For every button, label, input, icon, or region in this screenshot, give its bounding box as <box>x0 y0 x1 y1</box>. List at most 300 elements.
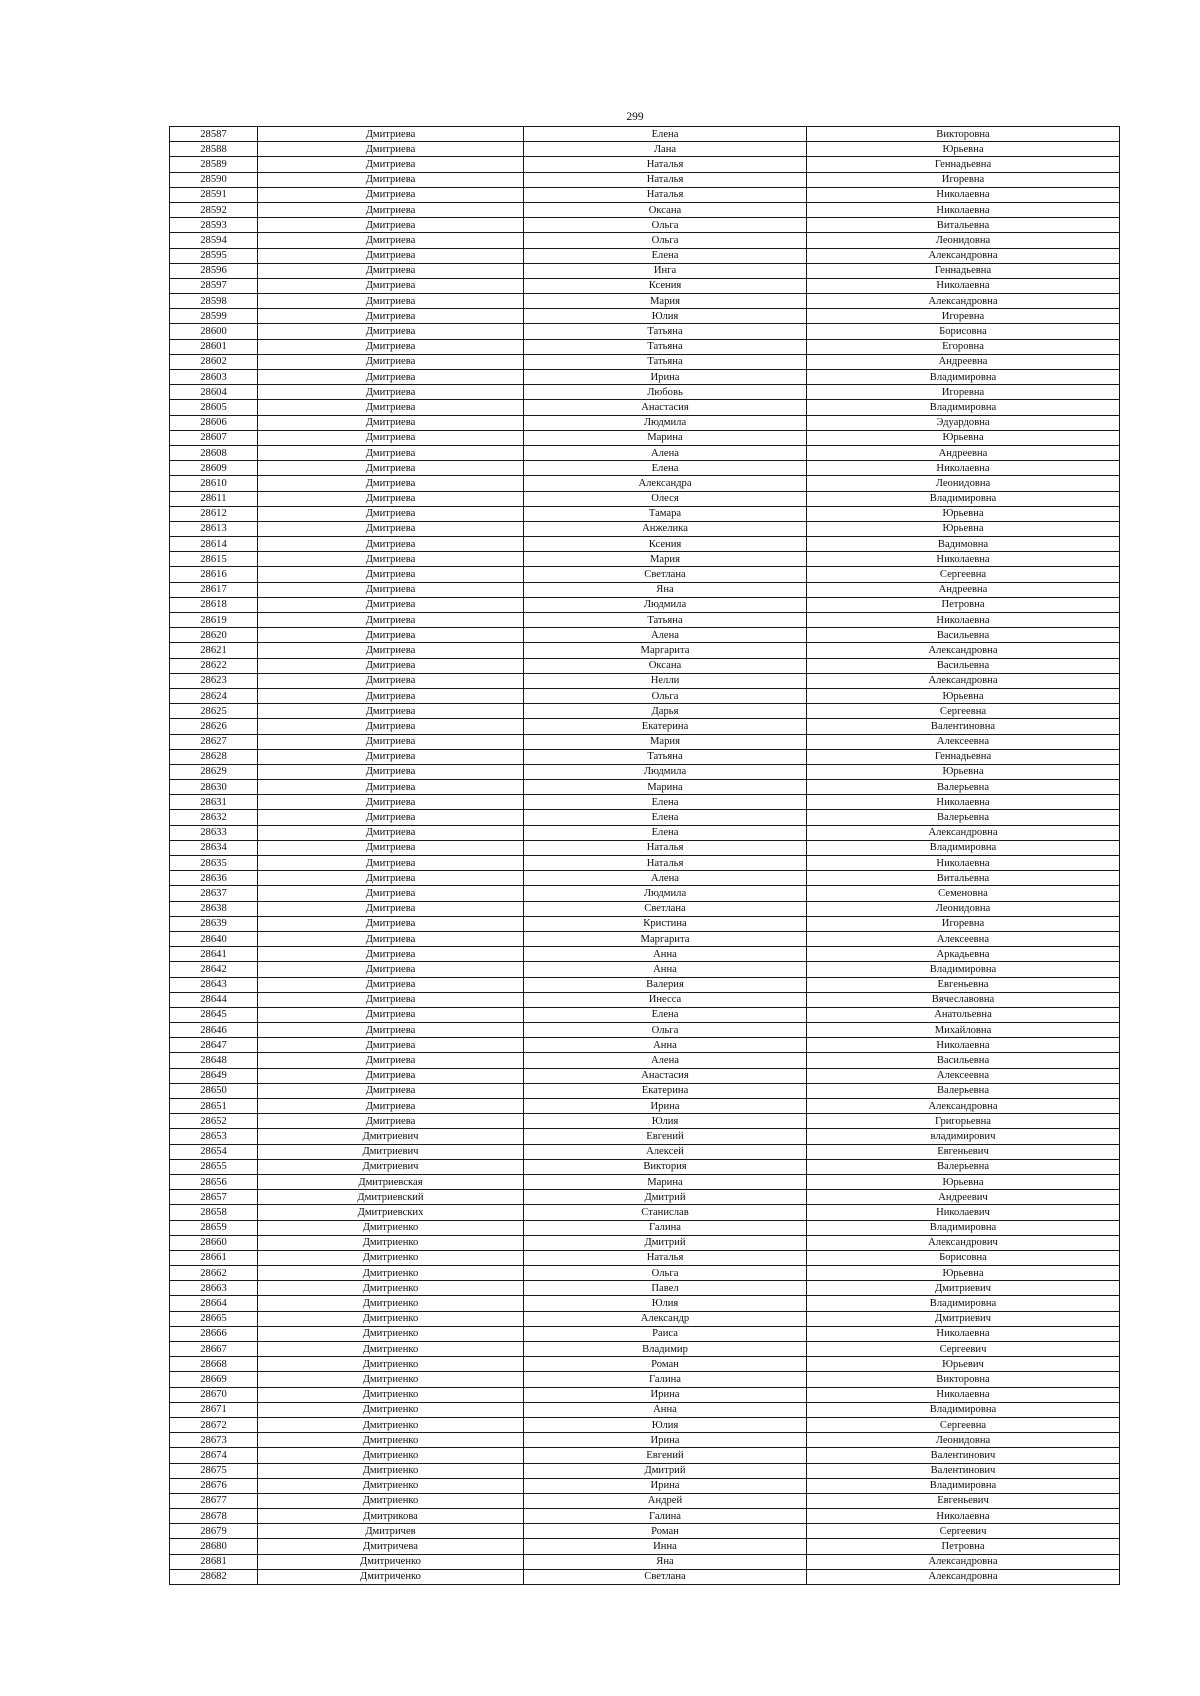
table-row <box>170 734 1120 749</box>
patronymic-cell: Игоревна <box>807 309 1120 324</box>
record-number-cell: 28626 <box>170 719 258 734</box>
table-row <box>170 1311 1120 1326</box>
first-name-cell: Тамара <box>524 506 807 521</box>
last-name-cell: Дмитриева <box>258 521 524 536</box>
patronymic-cell: Валентинович <box>807 1463 1120 1478</box>
patronymic-cell: Александровна <box>807 1554 1120 1569</box>
record-number-cell: 28631 <box>170 795 258 810</box>
table-row <box>170 840 1120 855</box>
record-number-cell: 28676 <box>170 1478 258 1493</box>
patronymic-cell: Николаевич <box>807 1205 1120 1220</box>
table-row <box>170 552 1120 567</box>
table-row <box>170 749 1120 764</box>
last-name-cell: Дмитриева <box>258 1007 524 1022</box>
last-name-cell: Дмитриенко <box>258 1250 524 1265</box>
last-name-cell: Дмитриенко <box>258 1326 524 1341</box>
last-name-cell: Дмитриенко <box>258 1235 524 1250</box>
table-row <box>170 1539 1120 1554</box>
last-name-cell: Дмитриева <box>258 901 524 916</box>
last-name-cell: Дмитриченко <box>258 1569 524 1584</box>
first-name-cell: Марина <box>524 780 807 795</box>
first-name-cell: Татьяна <box>524 749 807 764</box>
table-row <box>170 1083 1120 1098</box>
last-name-cell: Дмитриевич <box>258 1144 524 1159</box>
last-name-cell: Дмитриенко <box>258 1342 524 1357</box>
patronymic-cell: Егоровна <box>807 339 1120 354</box>
record-number-cell: 28655 <box>170 1159 258 1174</box>
record-number-cell: 28646 <box>170 1023 258 1038</box>
patronymic-cell: Игоревна <box>807 385 1120 400</box>
table-row <box>170 506 1120 521</box>
first-name-cell: Евгений <box>524 1129 807 1144</box>
last-name-cell: Дмитриева <box>258 947 524 962</box>
record-number-cell: 28636 <box>170 871 258 886</box>
record-number-cell: 28602 <box>170 354 258 369</box>
patronymic-cell: Владимировна <box>807 1402 1120 1417</box>
record-number-cell: 28669 <box>170 1372 258 1387</box>
last-name-cell: Дмитриева <box>258 704 524 719</box>
first-name-cell: Анастасия <box>524 400 807 415</box>
record-number-cell: 28635 <box>170 856 258 871</box>
patronymic-cell: Леонидовна <box>807 1433 1120 1448</box>
first-name-cell: Инга <box>524 263 807 278</box>
patronymic-cell: Евгеньевич <box>807 1144 1120 1159</box>
table-row <box>170 537 1120 552</box>
names-table-body <box>170 127 1120 1585</box>
patronymic-cell: Сергеевна <box>807 1417 1120 1432</box>
table-row <box>170 309 1120 324</box>
first-name-cell: Людмила <box>524 597 807 612</box>
patronymic-cell: Александровна <box>807 248 1120 263</box>
record-number-cell: 28634 <box>170 840 258 855</box>
table-row <box>170 324 1120 339</box>
record-number-cell: 28593 <box>170 218 258 233</box>
patronymic-cell: Николаевна <box>807 552 1120 567</box>
last-name-cell: Дмитриенко <box>258 1296 524 1311</box>
first-name-cell: Марина <box>524 1174 807 1189</box>
record-number-cell: 28672 <box>170 1417 258 1432</box>
patronymic-cell: Юрьевна <box>807 688 1120 703</box>
first-name-cell: Наталья <box>524 840 807 855</box>
table-row <box>170 567 1120 582</box>
last-name-cell: Дмитриева <box>258 552 524 567</box>
first-name-cell: Роман <box>524 1357 807 1372</box>
first-name-cell: Ольга <box>524 1023 807 1038</box>
first-name-cell: Светлана <box>524 567 807 582</box>
record-number-cell: 28653 <box>170 1129 258 1144</box>
first-name-cell: Татьяна <box>524 613 807 628</box>
first-name-cell: Оксана <box>524 658 807 673</box>
last-name-cell: Дмитриченко <box>258 1554 524 1569</box>
last-name-cell: Дмитриева <box>258 810 524 825</box>
first-name-cell: Наталья <box>524 172 807 187</box>
last-name-cell: Дмитриева <box>258 916 524 931</box>
last-name-cell: Дмитриева <box>258 795 524 810</box>
patronymic-cell: Валерьевна <box>807 780 1120 795</box>
last-name-cell: Дмитриева <box>258 780 524 795</box>
patronymic-cell: Николаевна <box>807 187 1120 202</box>
record-number-cell: 28664 <box>170 1296 258 1311</box>
table-row <box>170 688 1120 703</box>
record-number-cell: 28671 <box>170 1402 258 1417</box>
first-name-cell: Владимир <box>524 1342 807 1357</box>
first-name-cell: Дарья <box>524 704 807 719</box>
table-row <box>170 658 1120 673</box>
table-row <box>170 263 1120 278</box>
patronymic-cell: Петровна <box>807 597 1120 612</box>
record-number-cell: 28662 <box>170 1266 258 1281</box>
patronymic-cell: Семеновна <box>807 886 1120 901</box>
last-name-cell: Дмитриенко <box>258 1387 524 1402</box>
table-row <box>170 871 1120 886</box>
record-number-cell: 28678 <box>170 1509 258 1524</box>
last-name-cell: Дмитриева <box>258 354 524 369</box>
first-name-cell: Анжелика <box>524 521 807 536</box>
last-name-cell: Дмитриева <box>258 840 524 855</box>
record-number-cell: 28682 <box>170 1569 258 1584</box>
patronymic-cell: Викторовна <box>807 1372 1120 1387</box>
patronymic-cell: Валерьевна <box>807 1083 1120 1098</box>
first-name-cell: Елена <box>524 1007 807 1022</box>
table-row <box>170 1342 1120 1357</box>
record-number-cell: 28658 <box>170 1205 258 1220</box>
first-name-cell: Лана <box>524 142 807 157</box>
first-name-cell: Роман <box>524 1524 807 1539</box>
last-name-cell: Дмитриенко <box>258 1220 524 1235</box>
patronymic-cell: Владимировна <box>807 400 1120 415</box>
table-row <box>170 142 1120 157</box>
table-row <box>170 1296 1120 1311</box>
first-name-cell: Андрей <box>524 1493 807 1508</box>
record-number-cell: 28597 <box>170 278 258 293</box>
first-name-cell: Анна <box>524 962 807 977</box>
table-row <box>170 415 1120 430</box>
first-name-cell: Татьяна <box>524 324 807 339</box>
first-name-cell: Павел <box>524 1281 807 1296</box>
patronymic-cell: владимирович <box>807 1129 1120 1144</box>
last-name-cell: Дмитриева <box>258 688 524 703</box>
last-name-cell: Дмитричев <box>258 1524 524 1539</box>
table-row <box>170 628 1120 643</box>
table-row <box>170 780 1120 795</box>
first-name-cell: Дмитрий <box>524 1463 807 1478</box>
last-name-cell: Дмитриева <box>258 962 524 977</box>
table-row <box>170 1493 1120 1508</box>
last-name-cell: Дмитриевский <box>258 1190 524 1205</box>
patronymic-cell: Александровна <box>807 294 1120 309</box>
table-row <box>170 613 1120 628</box>
first-name-cell: Мария <box>524 294 807 309</box>
record-number-cell: 28632 <box>170 810 258 825</box>
patronymic-cell: Григорьевна <box>807 1114 1120 1129</box>
patronymic-cell: Юрьевна <box>807 506 1120 521</box>
table-row <box>170 430 1120 445</box>
record-number-cell: 28654 <box>170 1144 258 1159</box>
last-name-cell: Дмитричева <box>258 1539 524 1554</box>
last-name-cell: Дмитриева <box>258 658 524 673</box>
first-name-cell: Александр <box>524 1311 807 1326</box>
first-name-cell: Ирина <box>524 1433 807 1448</box>
table-row <box>170 582 1120 597</box>
last-name-cell: Дмитриева <box>258 643 524 658</box>
patronymic-cell: Витальевна <box>807 871 1120 886</box>
table-row <box>170 810 1120 825</box>
last-name-cell: Дмитриева <box>258 597 524 612</box>
record-number-cell: 28613 <box>170 521 258 536</box>
first-name-cell: Екатерина <box>524 1083 807 1098</box>
last-name-cell: Дмитриева <box>258 734 524 749</box>
table-row <box>170 491 1120 506</box>
first-name-cell: Алена <box>524 628 807 643</box>
record-number-cell: 28627 <box>170 734 258 749</box>
first-name-cell: Елена <box>524 795 807 810</box>
last-name-cell: Дмитриенко <box>258 1357 524 1372</box>
last-name-cell: Дмитриева <box>258 537 524 552</box>
first-name-cell: Раиса <box>524 1326 807 1341</box>
table-row <box>170 795 1120 810</box>
last-name-cell: Дмитриева <box>258 1023 524 1038</box>
record-number-cell: 28633 <box>170 825 258 840</box>
patronymic-cell: Юрьевна <box>807 521 1120 536</box>
record-number-cell: 28647 <box>170 1038 258 1053</box>
record-number-cell: 28677 <box>170 1493 258 1508</box>
table-row <box>170 1463 1120 1478</box>
first-name-cell: Алена <box>524 1053 807 1068</box>
first-name-cell: Наталья <box>524 187 807 202</box>
patronymic-cell: Владимировна <box>807 840 1120 855</box>
patronymic-cell: Юрьевна <box>807 764 1120 779</box>
last-name-cell: Дмитриева <box>258 400 524 415</box>
patronymic-cell: Эдуардовна <box>807 415 1120 430</box>
last-name-cell: Дмитриева <box>258 415 524 430</box>
table-row <box>170 992 1120 1007</box>
table-row <box>170 1478 1120 1493</box>
first-name-cell: Кристина <box>524 916 807 931</box>
first-name-cell: Елена <box>524 825 807 840</box>
first-name-cell: Ольга <box>524 688 807 703</box>
patronymic-cell: Валерьевна <box>807 810 1120 825</box>
first-name-cell: Дмитрий <box>524 1235 807 1250</box>
patronymic-cell: Юрьевна <box>807 142 1120 157</box>
table-row <box>170 901 1120 916</box>
last-name-cell: Дмитриенко <box>258 1402 524 1417</box>
first-name-cell: Юлия <box>524 1417 807 1432</box>
last-name-cell: Дмитриенко <box>258 1417 524 1432</box>
last-name-cell: Дмитриева <box>258 1053 524 1068</box>
table-row <box>170 1023 1120 1038</box>
table-row <box>170 962 1120 977</box>
first-name-cell: Евгений <box>524 1448 807 1463</box>
last-name-cell: Дмитриева <box>258 278 524 293</box>
first-name-cell: Анастасия <box>524 1068 807 1083</box>
last-name-cell: Дмитриенко <box>258 1433 524 1448</box>
first-name-cell: Маргарита <box>524 931 807 946</box>
patronymic-cell: Николаевна <box>807 1387 1120 1402</box>
record-number-cell: 28622 <box>170 658 258 673</box>
first-name-cell: Елена <box>524 248 807 263</box>
record-number-cell: 28604 <box>170 385 258 400</box>
table-row <box>170 1266 1120 1281</box>
record-number-cell: 28661 <box>170 1250 258 1265</box>
patronymic-cell: Николаевна <box>807 795 1120 810</box>
first-name-cell: Алена <box>524 871 807 886</box>
table-row <box>170 248 1120 263</box>
table-row <box>170 521 1120 536</box>
last-name-cell: Дмитриенко <box>258 1493 524 1508</box>
patronymic-cell: Николаевна <box>807 856 1120 871</box>
record-number-cell: 28630 <box>170 780 258 795</box>
record-number-cell: 28681 <box>170 1554 258 1569</box>
last-name-cell: Дмитриевич <box>258 1159 524 1174</box>
first-name-cell: Юлия <box>524 1296 807 1311</box>
last-name-cell: Дмитриева <box>258 309 524 324</box>
last-name-cell: Дмитриенко <box>258 1266 524 1281</box>
first-name-cell: Ксения <box>524 537 807 552</box>
patronymic-cell: Анатольевна <box>807 1007 1120 1022</box>
table-row <box>170 1524 1120 1539</box>
table-row <box>170 218 1120 233</box>
record-number-cell: 28607 <box>170 430 258 445</box>
record-number-cell: 28594 <box>170 233 258 248</box>
record-number-cell: 28657 <box>170 1190 258 1205</box>
last-name-cell: Дмитриева <box>258 445 524 460</box>
last-name-cell: Дмитриева <box>258 1114 524 1129</box>
record-number-cell: 28652 <box>170 1114 258 1129</box>
last-name-cell: Дмитриева <box>258 1068 524 1083</box>
record-number-cell: 28619 <box>170 613 258 628</box>
last-name-cell: Дмитриенко <box>258 1478 524 1493</box>
last-name-cell: Дмитриева <box>258 886 524 901</box>
table-row <box>170 400 1120 415</box>
record-number-cell: 28618 <box>170 597 258 612</box>
table-row <box>170 1007 1120 1022</box>
last-name-cell: Дмитриева <box>258 476 524 491</box>
patronymic-cell: Юрьевна <box>807 1174 1120 1189</box>
table-row <box>170 1068 1120 1083</box>
record-number-cell: 28615 <box>170 552 258 567</box>
record-number-cell: 28663 <box>170 1281 258 1296</box>
table-row <box>170 916 1120 931</box>
last-name-cell: Дмитриенко <box>258 1372 524 1387</box>
record-number-cell: 28640 <box>170 931 258 946</box>
first-name-cell: Наталья <box>524 856 807 871</box>
table-row <box>170 931 1120 946</box>
first-name-cell: Оксана <box>524 202 807 217</box>
record-number-cell: 28595 <box>170 248 258 263</box>
table-row <box>170 1448 1120 1463</box>
record-number-cell: 28621 <box>170 643 258 658</box>
first-name-cell: Наталья <box>524 157 807 172</box>
patronymic-cell: Владимировна <box>807 370 1120 385</box>
table-row <box>170 278 1120 293</box>
last-name-cell: Дмитриева <box>258 142 524 157</box>
first-name-cell: Елена <box>524 127 807 142</box>
table-row <box>170 856 1120 871</box>
patronymic-cell: Витальевна <box>807 218 1120 233</box>
table-row <box>170 1235 1120 1250</box>
patronymic-cell: Михайловна <box>807 1023 1120 1038</box>
table-row <box>170 202 1120 217</box>
patronymic-cell: Евгеньевна <box>807 977 1120 992</box>
patronymic-cell: Алексеевна <box>807 1068 1120 1083</box>
last-name-cell: Дмитриева <box>258 749 524 764</box>
last-name-cell: Дмитриева <box>258 339 524 354</box>
names-table <box>169 126 1120 1585</box>
first-name-cell: Ксения <box>524 278 807 293</box>
first-name-cell: Ирина <box>524 370 807 385</box>
last-name-cell: Дмитриенко <box>258 1281 524 1296</box>
last-name-cell: Дмитриева <box>258 187 524 202</box>
patronymic-cell: Викторовна <box>807 127 1120 142</box>
record-number-cell: 28614 <box>170 537 258 552</box>
table-row <box>170 1144 1120 1159</box>
patronymic-cell: Андреевич <box>807 1190 1120 1205</box>
last-name-cell: Дмитриева <box>258 871 524 886</box>
table-row <box>170 1174 1120 1189</box>
record-number-cell: 28599 <box>170 309 258 324</box>
patronymic-cell: Леонидовна <box>807 476 1120 491</box>
last-name-cell: Дмитриенко <box>258 1463 524 1478</box>
record-number-cell: 28598 <box>170 294 258 309</box>
record-number-cell: 28670 <box>170 1387 258 1402</box>
record-number-cell: 28674 <box>170 1448 258 1463</box>
first-name-cell: Татьяна <box>524 354 807 369</box>
first-name-cell: Светлана <box>524 901 807 916</box>
record-number-cell: 28625 <box>170 704 258 719</box>
table-row <box>170 704 1120 719</box>
first-name-cell: Алена <box>524 445 807 460</box>
patronymic-cell: Сергеевна <box>807 704 1120 719</box>
last-name-cell: Дмитриева <box>258 931 524 946</box>
patronymic-cell: Николаевна <box>807 202 1120 217</box>
patronymic-cell: Николаевна <box>807 1509 1120 1524</box>
record-number-cell: 28641 <box>170 947 258 962</box>
table-row <box>170 1099 1120 1114</box>
patronymic-cell: Владимировна <box>807 962 1120 977</box>
table-row <box>170 370 1120 385</box>
last-name-cell: Дмитриева <box>258 218 524 233</box>
table-row <box>170 233 1120 248</box>
last-name-cell: Дмитриева <box>258 1099 524 1114</box>
patronymic-cell: Владимировна <box>807 1478 1120 1493</box>
table-row <box>170 1220 1120 1235</box>
first-name-cell: Татьяна <box>524 339 807 354</box>
record-number-cell: 28668 <box>170 1357 258 1372</box>
first-name-cell: Людмила <box>524 764 807 779</box>
first-name-cell: Юлия <box>524 1114 807 1129</box>
patronymic-cell: Юрьевич <box>807 1357 1120 1372</box>
first-name-cell: Ирина <box>524 1099 807 1114</box>
record-number-cell: 28649 <box>170 1068 258 1083</box>
table-row <box>170 1190 1120 1205</box>
patronymic-cell: Игоревна <box>807 172 1120 187</box>
record-number-cell: 28588 <box>170 142 258 157</box>
record-number-cell: 28660 <box>170 1235 258 1250</box>
last-name-cell: Дмитриева <box>258 263 524 278</box>
table-row <box>170 764 1120 779</box>
last-name-cell: Дмитриенко <box>258 1311 524 1326</box>
last-name-cell: Дмитриева <box>258 613 524 628</box>
record-number-cell: 28605 <box>170 400 258 415</box>
record-number-cell: 28616 <box>170 567 258 582</box>
table-row <box>170 947 1120 962</box>
last-name-cell: Дмитриева <box>258 1038 524 1053</box>
record-number-cell: 28673 <box>170 1433 258 1448</box>
patronymic-cell: Вадимовна <box>807 537 1120 552</box>
first-name-cell: Светлана <box>524 1569 807 1584</box>
table-row <box>170 1114 1120 1129</box>
record-number-cell: 28642 <box>170 962 258 977</box>
